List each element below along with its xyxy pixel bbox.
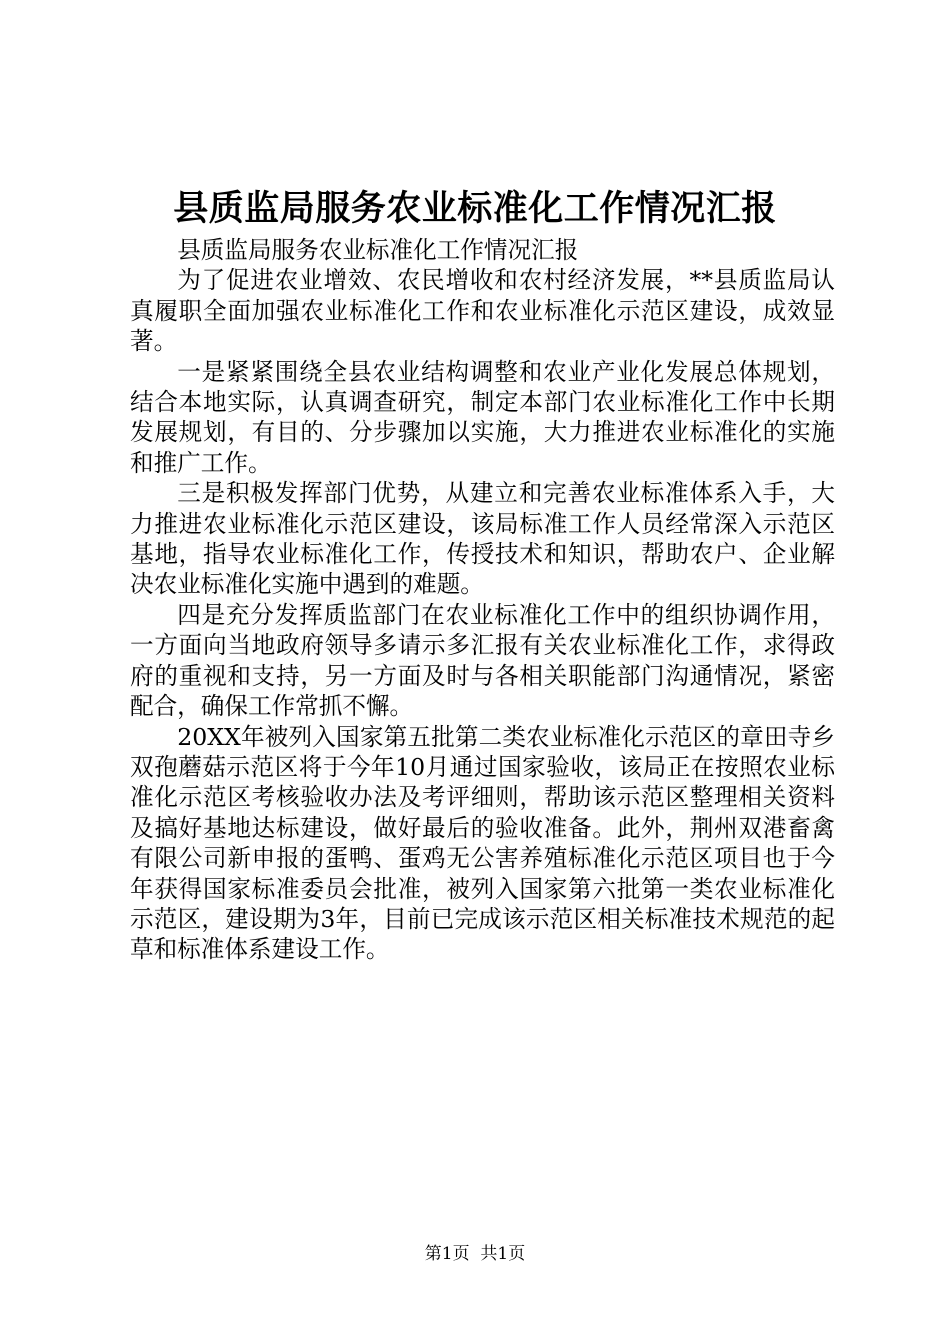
paragraph-demonstration-zones: 20XX年被列入国家第五批第二类农业标准化示范区的章田寺乡双孢蘑菇示范区将于今年10月通过国家验收，该局正在按照农业标准化示范区考核验收办法及考评细则，帮助该示范区整理相关资料及搞好基地达标建设，做好最后的验收准备。此外，荆州双港畜禽有限公司新申报的蛋鸭、蛋鸡无公害养殖标准化示范区项目也于今年获得国家标准委员会批准，被列入国家第六批第一类农业标准化示范区，建设期为3年，目前已完成该示范区相关标准技术规范的起草和标准体系建设工作。 [130, 722, 835, 964]
paragraph-intro: 为了促进农业增效、农民增收和农村经济发展，**县质监局认真履职全面加强农业标准化工作和农业标准化示范区建设，成效显著。 [130, 266, 835, 356]
document-title: 县质监局服务农业标准化工作情况汇报 [173, 188, 777, 229]
paragraph-point-four: 四是充分发挥质监部门在农业标准化工作中的组织协调作用，一方面向当地政府领导多请示多汇报有关农业标准化工作，求得政府的重视和支持，另一方面及时与各相关职能部门沟通情况，紧密配合，确保工作常抓不懈。 [130, 600, 835, 721]
document-body [130, 235, 835, 965]
paragraph-point-one: 一是紧紧围绕全县农业结构调整和农业产业化发展总体规划，结合本地实际，认真调查研究，制定本部门农业标准化工作中长期发展规划，有目的、分步骤加以实施，大力推进农业标准化的实施和推广工作。 [130, 357, 835, 477]
page-number: 第1页 共1页 [424, 1244, 526, 1264]
page-footer [0, 1242, 950, 1266]
paragraph-subtitle: 县质监局服务农业标准化工作情况汇报 [177, 236, 579, 264]
paragraph-point-three: 三是积极发挥部门优势，从建立和完善农业标准体系入手，大力推进农业标准化示范区建设，该局标准工作人员经常深入示范区基地，指导农业标准化工作，传授技术和知识，帮助农户、企业解决农业标准化实施中遇到的难题。 [130, 479, 835, 599]
